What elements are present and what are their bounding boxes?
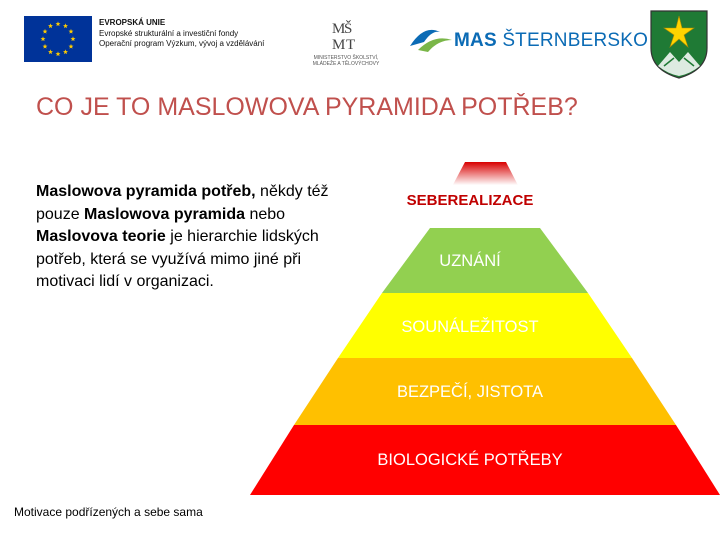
mas-swoosh-icon — [406, 20, 456, 56]
msmt-line-2: MLÁDEŽE A TĚLOVÝCHOVY — [312, 61, 380, 67]
eu-funding-text — [99, 18, 264, 50]
coat-of-arms-icon — [648, 8, 710, 80]
msmt-logo-icon — [330, 18, 364, 52]
eu-line-1: EVROPSKÁ UNIE — [99, 18, 166, 27]
term-maslowova-pyramida-potreb: Maslowova pyramida potřeb, — [36, 183, 256, 200]
layer-label-safety: BEZPEČÍ, JISTOTA — [396, 383, 544, 401]
logo-header — [0, 0, 720, 90]
slide-title: CO JE TO MASLOWOVA PYRAMIDA POTŘEB? — [36, 93, 578, 121]
svg-text:T: T — [346, 37, 356, 52]
text-segment-1: někdy též pouze — [36, 183, 329, 223]
layer-label-self-actualization: SEBEREALIZACE — [406, 192, 534, 209]
msmt-text — [300, 55, 392, 67]
svg-text:M: M — [332, 37, 346, 52]
eu-flag-icon — [24, 16, 92, 62]
footer-caption: Motivace podřízených a sebe sama — [14, 505, 203, 519]
svg-text:M: M — [332, 21, 346, 37]
text-segment-2: nebo — [245, 205, 286, 223]
svg-text:Š: Š — [344, 21, 353, 37]
layer-label-esteem: UZNÁNÍ — [439, 252, 501, 270]
layer-label-belonging: SOUNÁLEŽITOST — [401, 318, 539, 336]
mas-region-label: ŠTERNBERSKO — [502, 30, 649, 51]
maslow-pyramid — [250, 160, 720, 505]
eu-line-3: Operační program Výzkum, vývoj a vzdělávání — [99, 39, 265, 48]
mas-sternbersko-logo — [454, 30, 648, 52]
term-maslowova-pyramida: Maslowova pyramida — [84, 205, 245, 223]
msmt-line-1: MINISTERSTVO ŠKOLSTVÍ, — [313, 55, 379, 61]
text-segment-3: je hierarchie lidských potřeb, která se využívá mimo jiné při motivaci lidí v organizaci. — [36, 228, 319, 290]
eu-line-2: Evropské strukturální a investiční fondy — [99, 28, 239, 38]
mas-label: MAS — [454, 30, 497, 51]
layer-label-physiological: BIOLOGICKÉ POTŘEBY — [377, 451, 563, 469]
term-maslovova-teorie: Maslovova teorie — [36, 228, 166, 245]
